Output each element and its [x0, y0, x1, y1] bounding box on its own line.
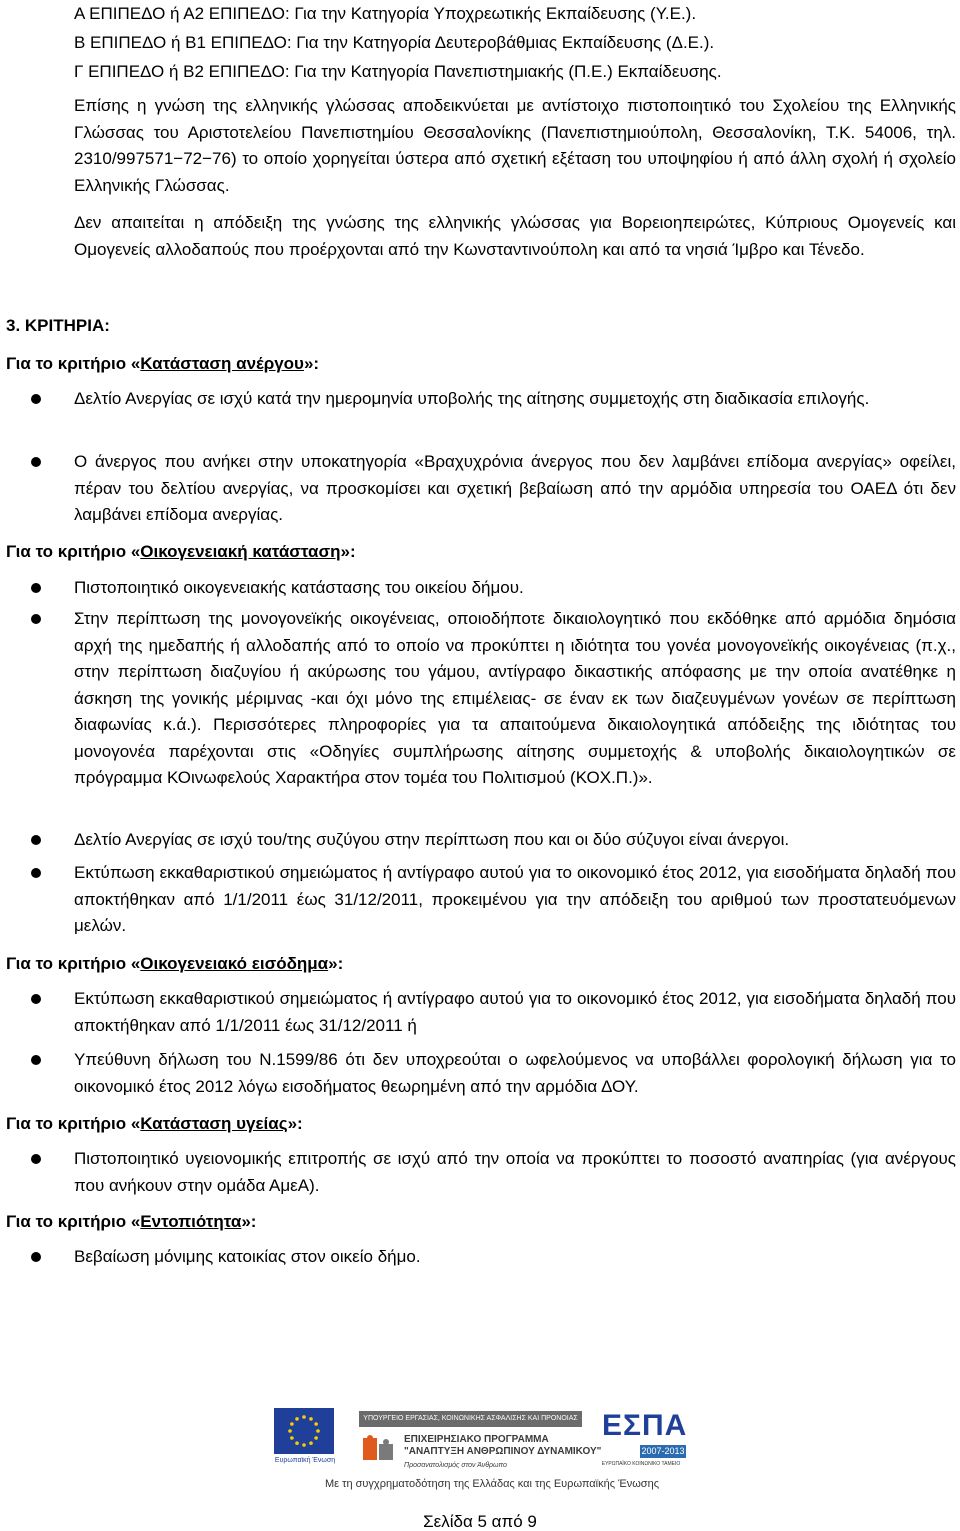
- criterion-name: Κατάσταση ανέργου: [140, 354, 304, 373]
- eu-star: [316, 1429, 320, 1433]
- bullet-icon: [31, 394, 41, 404]
- list-item-text: Δελτίο Ανεργίας σε ισχύ του/της συζύγου στην περίπτωση που και οι δύο σύζυγοι είναι άνεργοι.: [74, 830, 790, 849]
- criterion-heading-family-income: Για το κριτήριο «Οικογενειακό εισόδημα»:: [6, 954, 344, 973]
- eu-stars-icon: [274, 1408, 334, 1454]
- espa-logo-text: ΕΣΠΑ: [602, 1409, 688, 1442]
- eu-star: [302, 1443, 306, 1447]
- bullet-icon: [31, 1055, 41, 1065]
- eu-star: [314, 1436, 318, 1440]
- list-item-text: Πιστοποιητικό υγειονομικής επιτροπής σε ισχύ από την οποία να προκύπτει το ποσοστό αναπηρίας (για ανέργους που ανήκουν στην ομάδα ΑμεΑ).: [74, 1149, 956, 1195]
- criterion-heading-unemployed: Για το κριτήριο «Κατάσταση ανέργου»:: [6, 354, 320, 373]
- level-b-line: Β ΕΠΙΠΕΔΟ ή Β1 ΕΠΙΠΕΔΟ: Για την Κατηγορία Δευτεροβάθμιας Εκπαίδευσης (Δ.Ε.).: [74, 33, 715, 52]
- eu-flag-logo: [274, 1408, 334, 1454]
- criterion-heading-family-status: Για το κριτήριο «Οικογενειακή κατάσταση»:: [6, 542, 356, 561]
- bullet-icon: [31, 457, 41, 467]
- eu-star: [295, 1417, 299, 1421]
- list-item-text: Στην περίπτωση της μονογονεϊκής οικογένειας, οποιοδήποτε δικαιολογητικό που εκδόθηκε από αρμόδια δημόσια αρχή της ημεδαπής ή αλλοδαπής από το οποίο να προκύπτει η ιδιότητα του γονέα μονογονεϊκής οικογένειας (π.χ., στην περίπτωση διαζυγίου ή ακύρωσης του γάμου, αντίγραφο δικαστικής απόφασης με την οποία ανατέθηκε η άσκηση της γονικής μέριμνας -και όχι μόνο της επιμέλειας- σε έναν εκ των διαζευγμένων γονέων σε περίπτωση διαφωνίας κ.ά.). Περισσότερες πληροφορίες για τα απαιτούμενα δικαιολογητικά απόδειξης της ιδιότητας του μονογονέα παρέχονται στις «Οδηγίες συμπλήρωσης αίτησης συμμετοχής & υποβολής δικαιολογητικών σε πρόγραμμα ΚΟινωφελούς Χαρακτήρα στον τομέα του Πολιτισμού (ΚΟΧ.Π.)».: [74, 609, 956, 787]
- eu-caption: Ευρωπαϊκή Ένωση: [274, 1457, 336, 1464]
- criterion-heading-health-status: Για το κριτήριο «Κατάσταση υγείας»:: [6, 1114, 303, 1133]
- page-number: Σελίδα 5 από 9: [423, 1512, 537, 1531]
- bullet-icon: [31, 1154, 41, 1164]
- criterion-name: Οικογενειακό εισόδημα: [140, 954, 329, 973]
- eu-star: [295, 1441, 299, 1445]
- bullet-icon: [31, 835, 41, 845]
- list-item-text: Πιστοποιητικό οικογενειακής κατάστασης του οικείου δήμου.: [74, 578, 524, 597]
- cofunding-note: Με τη συγχρηματοδότηση της Ελλάδας και της Ευρωπαϊκής Ένωσης: [324, 1478, 660, 1490]
- list-item-text: Δελτίο Ανεργίας σε ισχύ κατά την ημερομηνία υποβολής της αίτησης συμμετοχής στη διαδικασία επιλογής.: [74, 389, 870, 408]
- criterion-name: Εντοπιότητα: [140, 1212, 242, 1231]
- epanad-logo-icon: [361, 1434, 397, 1466]
- list-item-text: Εκτύπωση εκκαθαριστικού σημειώματος ή αντίγραφο αυτού για το οικονομικό έτος 2012, για εισοδήματα δηλαδή που αποκτήθηκαν από 1/1/2011 έως 31/12/2011, προκειμένου για την απόδειξη του αριθμού των προστατευόμενων μελών.: [74, 863, 956, 935]
- espa-years: 2007-2013: [641, 1446, 685, 1456]
- bullet-icon: [31, 583, 41, 593]
- greek-certificate-paragraph: Επίσης η γνώση της ελληνικής γλώσσας αποδεικνύεται με αντίστοιχο πιστοποιητικό του Σχολείου της Ελληνικής Γλώσσας του Αριστοτελείου Πανεπιστημίου Θεσσαλονίκης (Πανεπιστημιούπολη, Θεσσαλονίκη, Τ.Κ. 54006, τηλ. 2310/997571−72−76) το οποίο χορηγείται ύστερα από σχετική εξέταση του υποψηφίου ή από άλλη σχολή ή σχολείο Ελληνικής Γλώσσας.: [74, 96, 956, 195]
- bullet-icon: [31, 614, 41, 624]
- list-item-text: Ο άνεργος που ανήκει στην υποκατηγορία «Βραχυχρόνια άνεργος που δεν λαμβάνει επίδομα ανεργίας» οφείλει, πέραν του δελτίου ανεργίας, να προσκομίσει και σχετική βεβαίωση από την αρμόδια υπηρεσία του ΟΑΕΔ ότι δεν λαμβάνει επίδομα ανεργίας.: [74, 452, 956, 524]
- epanad-title-line1: ΕΠΙΧΕΙΡΗΣΙΑΚΟ ΠΡΟΓΡΑΜΜΑ: [404, 1434, 549, 1445]
- criteria-section-heading: 3. ΚΡΙΤΗΡΙΑ:: [6, 316, 110, 335]
- eu-star: [288, 1429, 292, 1433]
- list-item-text: Υπεύθυνη δήλωση του Ν.1599/86 ότι δεν υποχρεούται ο ωφελούμενος να υποβάλλει φορολογική δήλωση για το οικονομικό έτος 2012 λόγω εισοδήματος θεωρημένη από την αρμόδια ΔΟΥ.: [74, 1050, 956, 1096]
- bullet-icon: [31, 1252, 41, 1262]
- epanad-slogan: Προσανατολισμός στον Άνθρωπο: [404, 1462, 507, 1469]
- ministry-banner: ΥΠΟΥΡΓΕΙΟ ΕΡΓΑΣΙΑΣ, ΚΟΙΝΩΝΙΚΗΣ ΑΣΦΑΛΙΣΗΣ ΚΑΙ ΠΡΟΝΟΙΑΣ: [359, 1411, 582, 1427]
- criterion-name: Κατάσταση υγείας: [140, 1114, 288, 1133]
- criterion-name: Οικογενειακή κατάσταση: [140, 542, 341, 561]
- criterion-heading-locality: Για το κριτήριο «Εντοπιότητα»:: [6, 1212, 257, 1231]
- eu-star: [309, 1417, 313, 1421]
- eu-star: [314, 1422, 318, 1426]
- list-item-text: Εκτύπωση εκκαθαριστικού σημειώματος ή αντίγραφο αυτού για το οικονομικό έτος 2012, για εισοδήματα δηλαδή που αποκτήθηκαν από 1/1/2011 έως 31/12/2011 ή: [74, 989, 956, 1035]
- eu-star: [302, 1415, 306, 1419]
- eu-star: [309, 1441, 313, 1445]
- exemption-paragraph: Δεν απαιτείται η απόδειξη της γνώσης της ελληνικής γλώσσας για Βορειοηπειρώτες, Κύπριους Ομογενείς και Ομογενείς αλλοδαπούς που προέρχονται από την Κωνσταντινούπολη και από τα νησιά Ίμβρο και Τένεδο.: [74, 213, 956, 259]
- eu-star: [290, 1436, 294, 1440]
- eu-star: [290, 1422, 294, 1426]
- list-item-text: Βεβαίωση μόνιμης κατοικίας στον οικείο δήμο.: [74, 1247, 421, 1266]
- level-a-line: Α ΕΠΙΠΕΔΟ ή Α2 ΕΠΙΠΕΔΟ: Για την Κατηγορία Υποχρεωτικής Εκπαίδευσης (Υ.Ε.).: [74, 4, 697, 23]
- bullet-icon: [31, 994, 41, 1004]
- epanad-title-line2: "ΑΝΑΠΤΥΞΗ ΑΝΘΡΩΠΙΝΟΥ ΔΥΝΑΜΙΚΟΥ": [404, 1446, 602, 1457]
- bullet-icon: [31, 868, 41, 878]
- level-c-line: Γ ΕΠΙΠΕΔΟ ή Β2 ΕΠΙΠΕΔΟ: Για την Κατηγορία Πανεπιστημιακής (Π.Ε.) Εκπαίδευσης.: [74, 62, 722, 81]
- funding-logos: [0, 1405, 960, 1485]
- espa-subtitle: ΕΥΡΩΠΑΪΚΟ ΚΟΙΝΩΝΙΚΟ ΤΑΜΕΙΟ: [601, 1461, 681, 1467]
